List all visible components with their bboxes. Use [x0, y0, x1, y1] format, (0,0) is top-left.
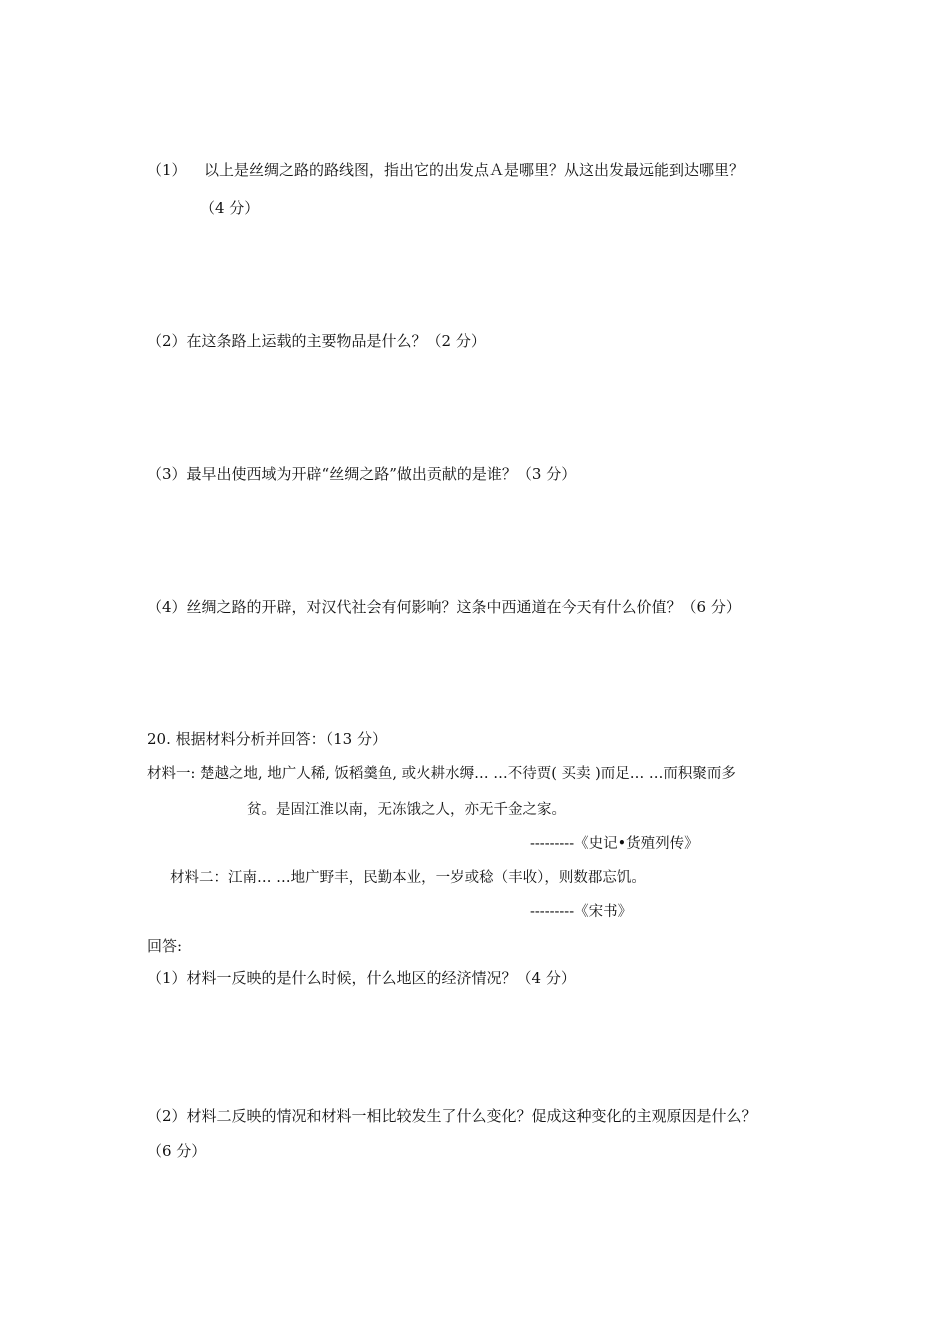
question-19-4: （4）丝绸之路的开辟，对汉代社会有何影响？这条中西通道在今天有什么价值？（6 分） [147, 598, 741, 616]
answer-label: 回答: [147, 937, 183, 955]
question-20-heading: 20. 根据材料分析并回答：（13 分） [147, 730, 387, 748]
question-20-2-line-2: （6 分） [147, 1142, 207, 1160]
question-20-2-line-1: （2）材料二反映的情况和材料一相比较发生了什么变化？促成这种变化的主观原因是什么？ [147, 1107, 757, 1125]
question-19-1-text: 以上是丝绸之路的路线图，指出它的出发点Ａ是哪里？从这出发最远能到达哪里？ [204, 161, 745, 179]
question-20-1: （1）材料一反映的是什么时候，什么地区的经济情况？（4 分） [147, 969, 576, 987]
material-1-source: ---------《史记•货殖列传》 [530, 836, 699, 852]
material-2-line-1: 材料二：江南… …地广野丰，民勤本业，一岁或稔（丰收），则数郡忘饥。 [170, 870, 646, 886]
question-19-2: （2）在这条路上运载的主要物品是什么？（2 分） [147, 332, 486, 350]
material-1-line-1: 材料一: 楚越之地, 地广人稀, 饭稻羹鱼, 或火耕水缛… …不待贾( 买卖 )而足… …而积聚而多 [147, 766, 736, 782]
material-1-line-2: 贫。是固江淮以南，无冻饿之人，亦无千金之家。 [247, 802, 566, 818]
question-19-1-points: （4 分） [200, 199, 260, 217]
question-19-3: （3）最早出使西域为开辟“丝绸之路”做出贡献的是谁？（3 分） [147, 465, 577, 483]
question-19-1-number: （1） [147, 161, 187, 179]
material-2-source: ---------《宋书》 [530, 904, 633, 920]
